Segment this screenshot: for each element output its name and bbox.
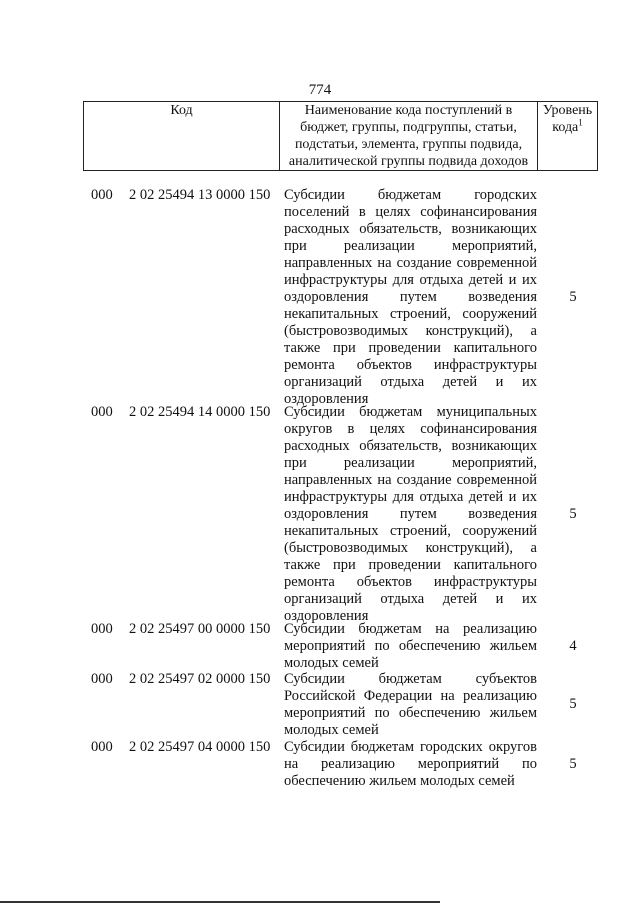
row-level: 5 [569,756,577,772]
header-level-line1: Уровень [542,103,593,118]
row-code: 2 02 25497 02 0000 150 [129,671,271,687]
row-description: Субсидии бюджетам субъектов Российской Федерации на реализацию мероприятий по обеспечению жильем молодых семей [284,671,537,738]
row-admin-code: 000 [91,187,113,203]
table-row [83,621,598,672]
page-number: 774 [308,82,332,98]
header-code: Код [84,102,280,171]
row-description: Субсидии бюджетам городских поселений в целях софинансирования расходных обязательств, возникающих при реализации мероприятий, направленных на создание современной инфраструктуры для отдыха детей и их оздоровления путем возведения некапитальных строений, сооружений (быстровозводимых конструкций), а также при проведении капитального ремонта объектов инфраструктуры организаций отдыха детей и их оздоровления [284,187,537,407]
row-level: 5 [569,506,577,522]
header-name: Наименование кода поступлений в бюджет, группы, подгруппы, статьи, подстатьи, элемента, группы подвида, аналитической группы подвида доходов [280,102,538,171]
table-row [83,739,598,790]
row-admin-code: 000 [91,621,113,637]
row-description: Субсидии бюджетам городских округов на реализацию мероприятий по обеспечению жильем молодых семей [284,739,537,789]
row-level: 4 [569,638,577,654]
row-description: Субсидии бюджетам муниципальных округов в целях софинансирования расходных обязательств, возникающих при реализации мероприятий, направленных на создание современной инфраструктуры для отдыха детей и их оздоровления путем возведения некапитальных строений, сооружений (быстровозводимых конструкций), а также при проведении капитального ремонта объектов инфраструктуры организаций отдыха детей и их оздоровления [284,404,537,624]
row-admin-code: 000 [91,671,113,687]
row-admin-code: 000 [91,739,113,755]
row-code: 2 02 25497 00 0000 150 [129,621,271,637]
row-code: 2 02 25494 13 0000 150 [129,187,271,203]
table-row [83,404,598,625]
row-level: 5 [569,696,577,712]
row-code: 2 02 25497 04 0000 150 [129,739,271,755]
row-level: 5 [569,289,577,305]
header-level-line2: кода [552,120,579,135]
row-admin-code: 000 [91,404,113,420]
row-code: 2 02 25494 14 0000 150 [129,404,271,420]
row-description: Субсидии бюджетам на реализацию мероприятий по обеспечению жильем молодых семей [284,621,537,671]
header-level [538,102,598,171]
table-row [83,671,598,739]
header-level-footnote: 1 [578,117,583,128]
table-row [83,187,598,408]
scan-edge-line [0,901,440,903]
table-header [83,101,598,171]
